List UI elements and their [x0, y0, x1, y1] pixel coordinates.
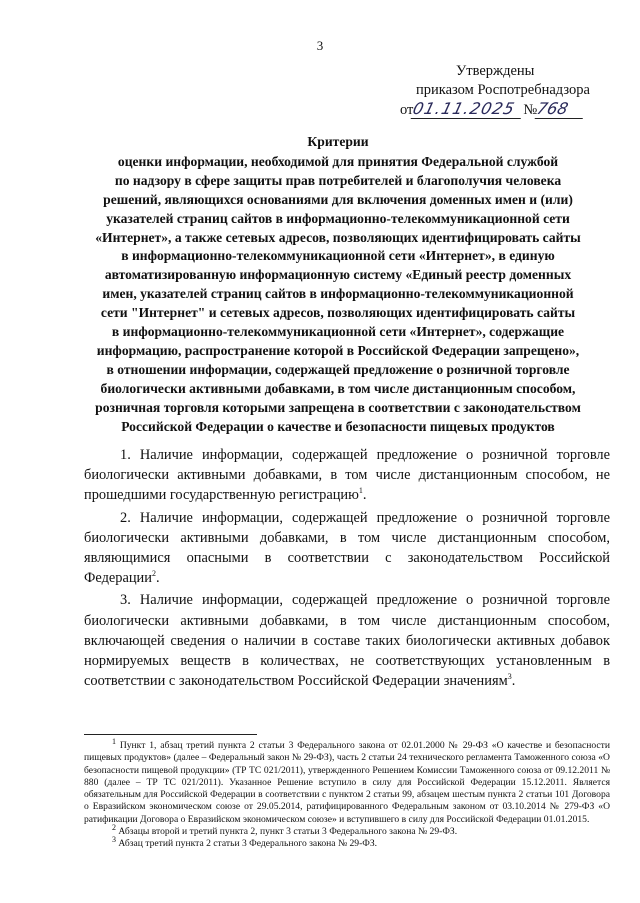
title-line: решений, являющихся основаниями для включения доменных имен и (или) — [103, 191, 573, 207]
footnote-divider — [84, 734, 257, 735]
handwritten-order-number: 768 — [535, 100, 588, 119]
title-line: «Интернет», а также сетевых адресов, позволяющих идентифицировать сайты — [95, 229, 581, 245]
footnote-ref: 1 — [358, 486, 363, 496]
footnote-item — [84, 736, 610, 826]
footnote-text: Абзац третий пункта 2 статьи 3 Федерального закона № 29-ФЗ. — [118, 838, 378, 850]
criterion-text: 3. Наличие информации, содержащей предложение о розничной торговле биологически активными добавками, в том числе дистанционным способом, включающей сведения о наличии в составе таких биологически активных добавок нормируемых веществ в количествах, не соответствующих установленным в соответствии с законодательством Российской Федерации значениям — [84, 592, 610, 690]
title-line: биологически активными добавками, в том числе дистанционным способом, — [100, 380, 576, 396]
number-sign: № — [523, 102, 538, 118]
approval-stamp — [400, 62, 620, 122]
title-line: оценки информации, необходимой для принятия Федеральной службой — [117, 153, 559, 169]
title-line: информацию, распространение которой в Российской Федерации запрещено», — [96, 342, 580, 358]
footnotes — [84, 736, 610, 851]
approval-date-number — [400, 100, 620, 122]
title-line: в отношении информации, содержащей предложение о розничной торговле — [106, 361, 570, 377]
footnote-ref: 2 — [151, 569, 156, 579]
approval-line-order: приказом Роспотребнадзора — [416, 82, 590, 98]
footnote-marker: 3 — [112, 835, 116, 845]
title-line: розничная торговля которыми запрещена в соответствии с законодательством — [95, 399, 581, 415]
title-line: имен, указателей страниц сайтов в информационно-телекоммуникационной — [102, 286, 574, 302]
footnote-marker: 1 — [112, 736, 116, 746]
footnote-text: Абзацы второй и третий пункта 2, пункт 3 статьи 3 Федерального закона № 29-ФЗ. — [118, 826, 458, 838]
criterion-text: 2. Наличие информации, содержащей предложение о розничной торговле биологически активными добавками, в том числе дистанционным способом, являющимися опасными в соответствии с законодательством Российской Федерации — [84, 509, 610, 587]
approval-line-approved: Утверждены — [456, 63, 535, 79]
approval-date-prefix: от — [400, 102, 414, 118]
title-line: автоматизированную информационную систему «Единый реестр доменных — [104, 267, 572, 283]
page-number: 3 — [316, 38, 324, 53]
title-line: указателей страниц сайтов в информационно-телекоммуникационной сети — [106, 210, 570, 226]
title-line: Российской Федерации о качестве и безопасности пищевых продуктов — [121, 418, 555, 434]
title-heading: Критерии — [307, 134, 369, 149]
footnote-item — [84, 835, 610, 850]
title-line: по надзору в сфере защиты прав потребителей и благополучия человека — [114, 172, 562, 188]
handwritten-date: 01.11.2025 — [411, 100, 526, 119]
criterion-item: 1. Наличие информации, содержащей предложение о розничной торговле биологически активными добавками, в том числе дистанционным способом, не прошедшими государственную регистрацию$^1$. — [84, 447, 610, 504]
criterion-text: 1. Наличие информации, содержащей предложение о розничной торговле биологически активными добавками, в том числе дистанционным способом, не прошедшими государственную регистрацию — [84, 447, 610, 504]
criteria-title — [68, 133, 608, 437]
title-line: в информационно-телекоммуникационной сети «Интернет», содержащие — [111, 324, 565, 340]
footnote-text: Пункт 1, абзац третий пункта 2 статьи 3 Федерального закона от 02.01.2000 № 29-ФЗ «О качестве и безопасности пищевых продуктов» (далее – Федеральный закон № 29-ФЗ), часть 2 статьи 24 технического регламента Таможенного союза «О безопасности пищевой продукции» (ТР ТС 021/2011), утвержденного Решением Комиссии Таможенного союза от 09.12.2011 № 880 (далее – ТР ТС 021/2011). Указанное Решение вступило в силу для Российской Федерации 15.12.2011. Является обязательным для Российской Федерации в соответствии с пунктом 2 статьи 99, абзацем шестым пункта 2 статьи 101 Договора о Евразийском экономическом союзе от 29.05.2014, ратифицированного Федеральным законом от 03.10.2014 № 279-ФЗ «О ратификации Договора о Евразийском экономическом союзе» и вступившего в силу для Российской Федерации 01.01.2015. — [84, 740, 610, 825]
criterion-item: 2. Наличие информации, содержащей предложение о розничной торговле биологически активными добавками, в том числе дистанционным способом, являющимися опасными в соответствии с законодательством Российской Федерации$^2$. — [84, 509, 610, 587]
footnote-marker: 2 — [112, 822, 116, 832]
criteria-list — [84, 445, 610, 693]
criterion-item: 3. Наличие информации, содержащей предложение о розничной торговле биологически активными добавками, в том числе дистанционным способом, включающей сведения о наличии в составе таких биологически активных добавок нормируемых веществ в количествах, не соответствующих установленным в соответствии с законодательством Российской Федерации значениям$^3$. — [84, 592, 610, 690]
title-line: в информационно-телекоммуникационной сети «Интернет», в единую — [121, 248, 555, 264]
footnote-item — [84, 822, 610, 838]
footnote-ref: 3 — [507, 672, 512, 682]
title-line: сети "Интернет" и сетевых адресов, позволяющих идентифицировать сайты — [100, 305, 576, 321]
